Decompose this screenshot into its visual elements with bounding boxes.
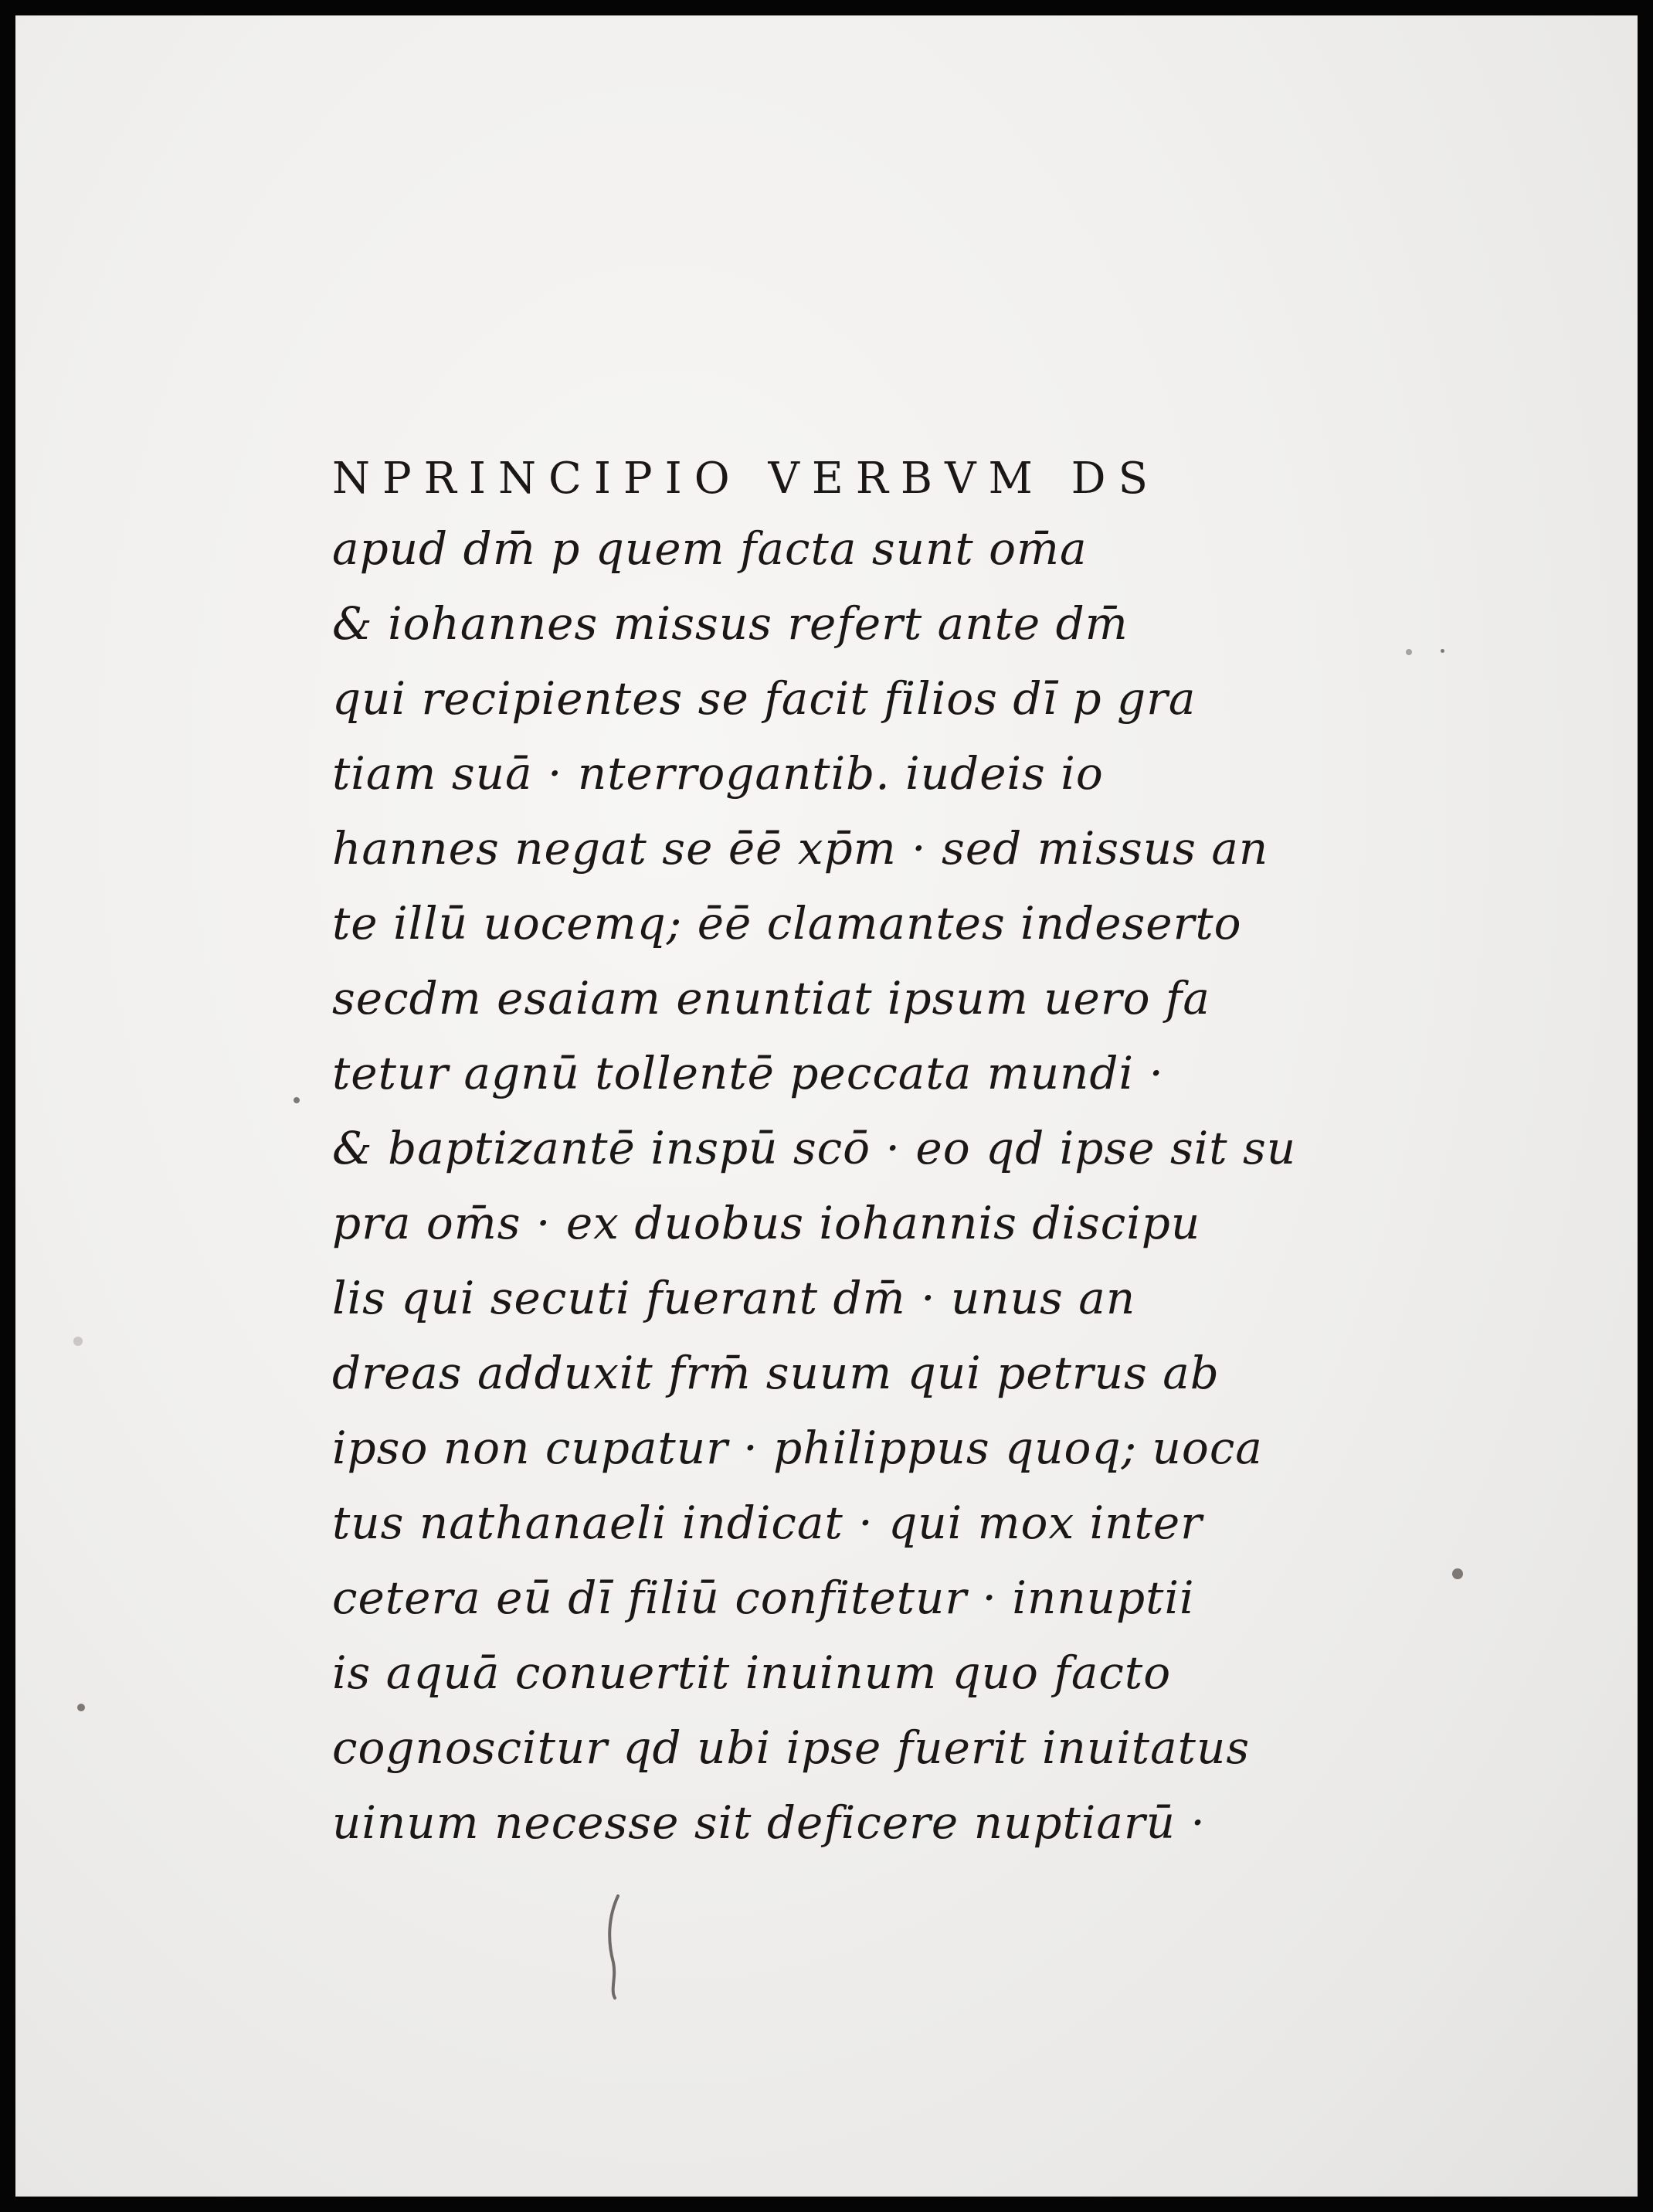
text-line-4: tiam suā · nterrogantib. iudeis io [332, 747, 1104, 800]
text-line-5: hannes negat se ēē xp̄m · sed missus an [332, 822, 1269, 875]
text-line-6: te illū uocemq; ēē clamantes indeserto [332, 897, 1242, 950]
text-line-7: secdm esaiam enuntiat ipsum uero fa [332, 972, 1210, 1024]
margin-squiggle-mark [601, 1893, 632, 2001]
text-line-1: apud dm̄ p quem facta sunt om̄a [332, 522, 1088, 575]
margin-mark-dot [294, 1097, 300, 1103]
text-line-11: lis qui secuti fuerant dm̄ · unus an [332, 1272, 1136, 1324]
text-line-10: pra om̄s · ex duobus iohannis discipu [332, 1197, 1201, 1249]
text-line-15: cetera eū dī filiū confitetur · innuptii [332, 1572, 1195, 1624]
margin-mark-dot [1406, 649, 1412, 655]
incipit-heading: NPRINCIPIO VERBVM DS [332, 454, 1160, 504]
margin-mark-dot [73, 1337, 83, 1346]
text-line-12: dreas adduxit frm̄ suum qui petrus ab [332, 1347, 1220, 1399]
show-through-text [324, 270, 1174, 335]
text-line-13: ipso non cupatur · philippus quoq; uoca [332, 1422, 1263, 1474]
text-line-14: tus nathanaeli indicat · qui mox inter [332, 1497, 1203, 1549]
margin-mark-dot [1441, 649, 1444, 653]
text-line-9: & baptizantē inspū scō · eo qd ipse sit su [332, 1122, 1297, 1174]
text-line-18: uinum necesse sit deficere nuptiarū · [332, 1796, 1206, 1849]
text-line-17: cognoscitur qd ubi ipse fuerit inuitatus [332, 1721, 1251, 1774]
text-line-16: is aquā conuertit inuinum quo facto [332, 1646, 1172, 1699]
text-line-3: qui recipientes se facit filios dī p gra [332, 672, 1196, 725]
text-line-2: & iohannes missus refert ante dm̄ [332, 597, 1129, 650]
margin-mark-dot [1452, 1568, 1463, 1579]
text-line-8: tetur agnū tollentē peccata mundi · [332, 1047, 1164, 1099]
manuscript-text-block [332, 448, 1297, 1860]
manuscript-page [15, 15, 1638, 2197]
margin-mark-dot [77, 1704, 85, 1711]
